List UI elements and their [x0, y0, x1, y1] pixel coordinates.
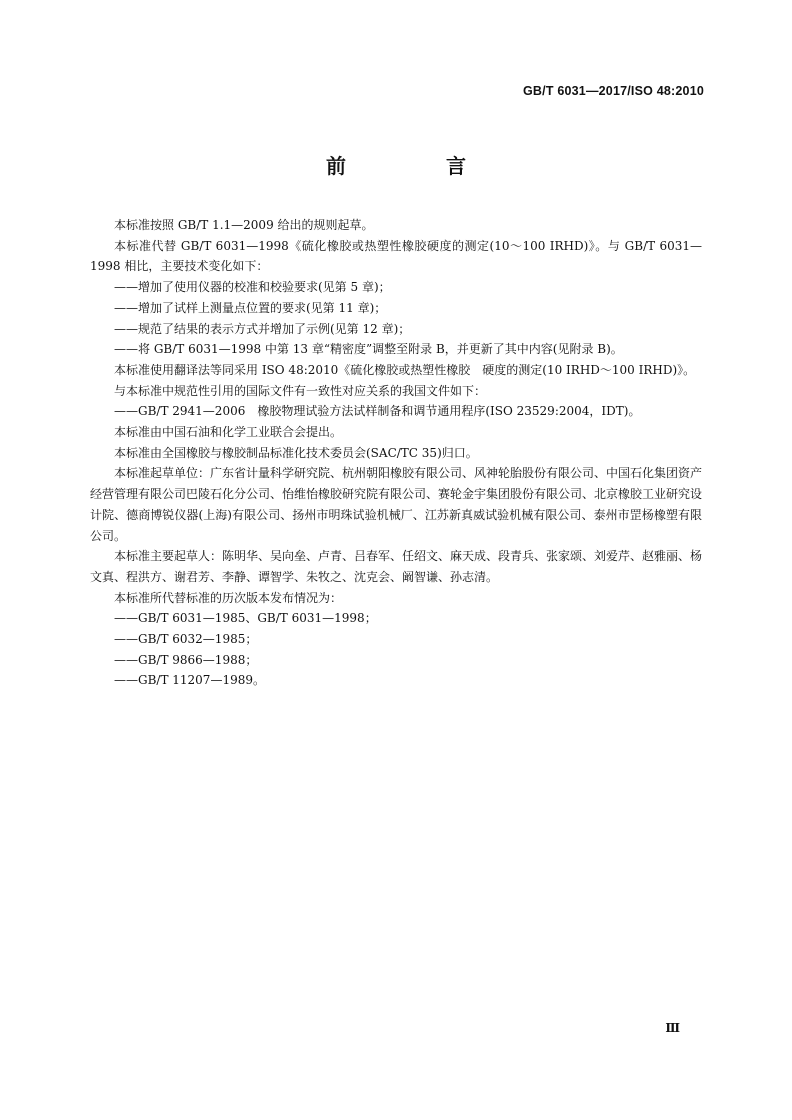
list-item: [90, 339, 702, 360]
paragraph: 本标准由中国石油和化学工业联合会提出。: [114, 425, 343, 440]
list-item: [90, 298, 702, 319]
list-dash: ——: [114, 673, 138, 688]
list-item-text: GB/T 11207—1989。: [138, 673, 265, 688]
paragraph: 本标准按照 GB/T 1.1—2009 给出的规则起草。: [114, 218, 374, 232]
list-item-text: 规范了结果的表示方式并增加了示例(见第 12 章)；: [138, 321, 411, 336]
list-item-text: 将 GB/T 6031—1998 中第 13 章“精密度”调整至附录 B，并更新了其中内容(见附录 B)。: [138, 342, 623, 357]
list-item-text: GB/T 2941—2006 橡胶物理试验方法试样制备和调节通用程序(ISO 23529:2004，IDT)。: [138, 404, 641, 419]
paragraph: 本标准代替 GB/T 6031—1998《硫化橡胶或热塑性橡胶硬度的测定(10～100 IRHD)》。与 GB/T 6031—1998 相比，主要技术变化如下：: [90, 238, 702, 274]
list-item: [90, 401, 702, 422]
list-dash: ——: [114, 280, 138, 295]
standard-code: GB/T 6031—2017/ISO 48:2010: [523, 84, 704, 98]
paragraph: 本标准所代替标准的历次版本发布情况为：: [114, 590, 343, 605]
list-item: [90, 608, 702, 629]
list-item-text: GB/T 6031—1985、GB/T 6031—1998；: [138, 611, 377, 626]
list-item: [90, 319, 702, 340]
list-item-text: 增加了试样上测量点位置的要求(见第 11 章)；: [138, 300, 387, 315]
paragraph: 本标准由全国橡胶与橡胶制品标准化技术委员会(SAC/TC 35)归口。: [114, 445, 478, 460]
paragraph: 本标准使用翻译法等同采用 ISO 48:2010《硫化橡胶或热塑性橡胶 硬度的测定(10 IRHD～100 IRHD)》。: [114, 362, 696, 377]
list-item: [90, 629, 702, 650]
document-body: [90, 215, 702, 691]
list-item-text: 增加了使用仪器的校准和校验要求(见第 5 章)；: [138, 280, 391, 295]
list-item: [90, 277, 702, 298]
page-title: 前 言: [326, 154, 506, 178]
page-number: Ⅲ: [665, 1021, 680, 1035]
paragraph: 与本标准中规范性引用的国际文件有一致性对应关系的我国文件如下：: [114, 383, 487, 398]
list-dash: ——: [114, 632, 138, 647]
paragraph: 本标准起草单位：广东省计量科学研究院、杭州朝阳橡胶有限公司、风神轮胎股份有限公司、中国石化集团资产经营管理有限公司巴陵石化分公司、怡维怡橡胶研究院有限公司、赛轮金宇集团股份有限公司、北京橡胶工业研究设计院、德商博锐仪器(上海)有限公司、扬州市明珠试验机械厂、江苏新真威试验机械有限公司、泰州市罡杨橡塑有限公司。: [90, 466, 703, 543]
list-dash: ——: [114, 611, 138, 626]
list-dash: ——: [114, 342, 138, 357]
list-dash: ——: [114, 321, 138, 336]
list-item-text: GB/T 6032—1985；: [138, 632, 258, 647]
list-item: [90, 670, 702, 691]
list-item-text: GB/T 9866—1988；: [138, 652, 258, 667]
list-dash: ——: [114, 300, 138, 315]
list-dash: ——: [114, 652, 138, 667]
list-item: [90, 650, 702, 671]
paragraph: 本标准主要起草人：陈明华、吴向垒、卢青、吕春军、任绍文、麻天成、段青兵、张家颂、刘爱芹、赵雅丽、杨文真、程洪方、谢君芳、李静、谭智学、朱牧之、沈克会、阚智谦、孙志清。: [90, 549, 703, 584]
list-dash: ——: [114, 404, 138, 419]
